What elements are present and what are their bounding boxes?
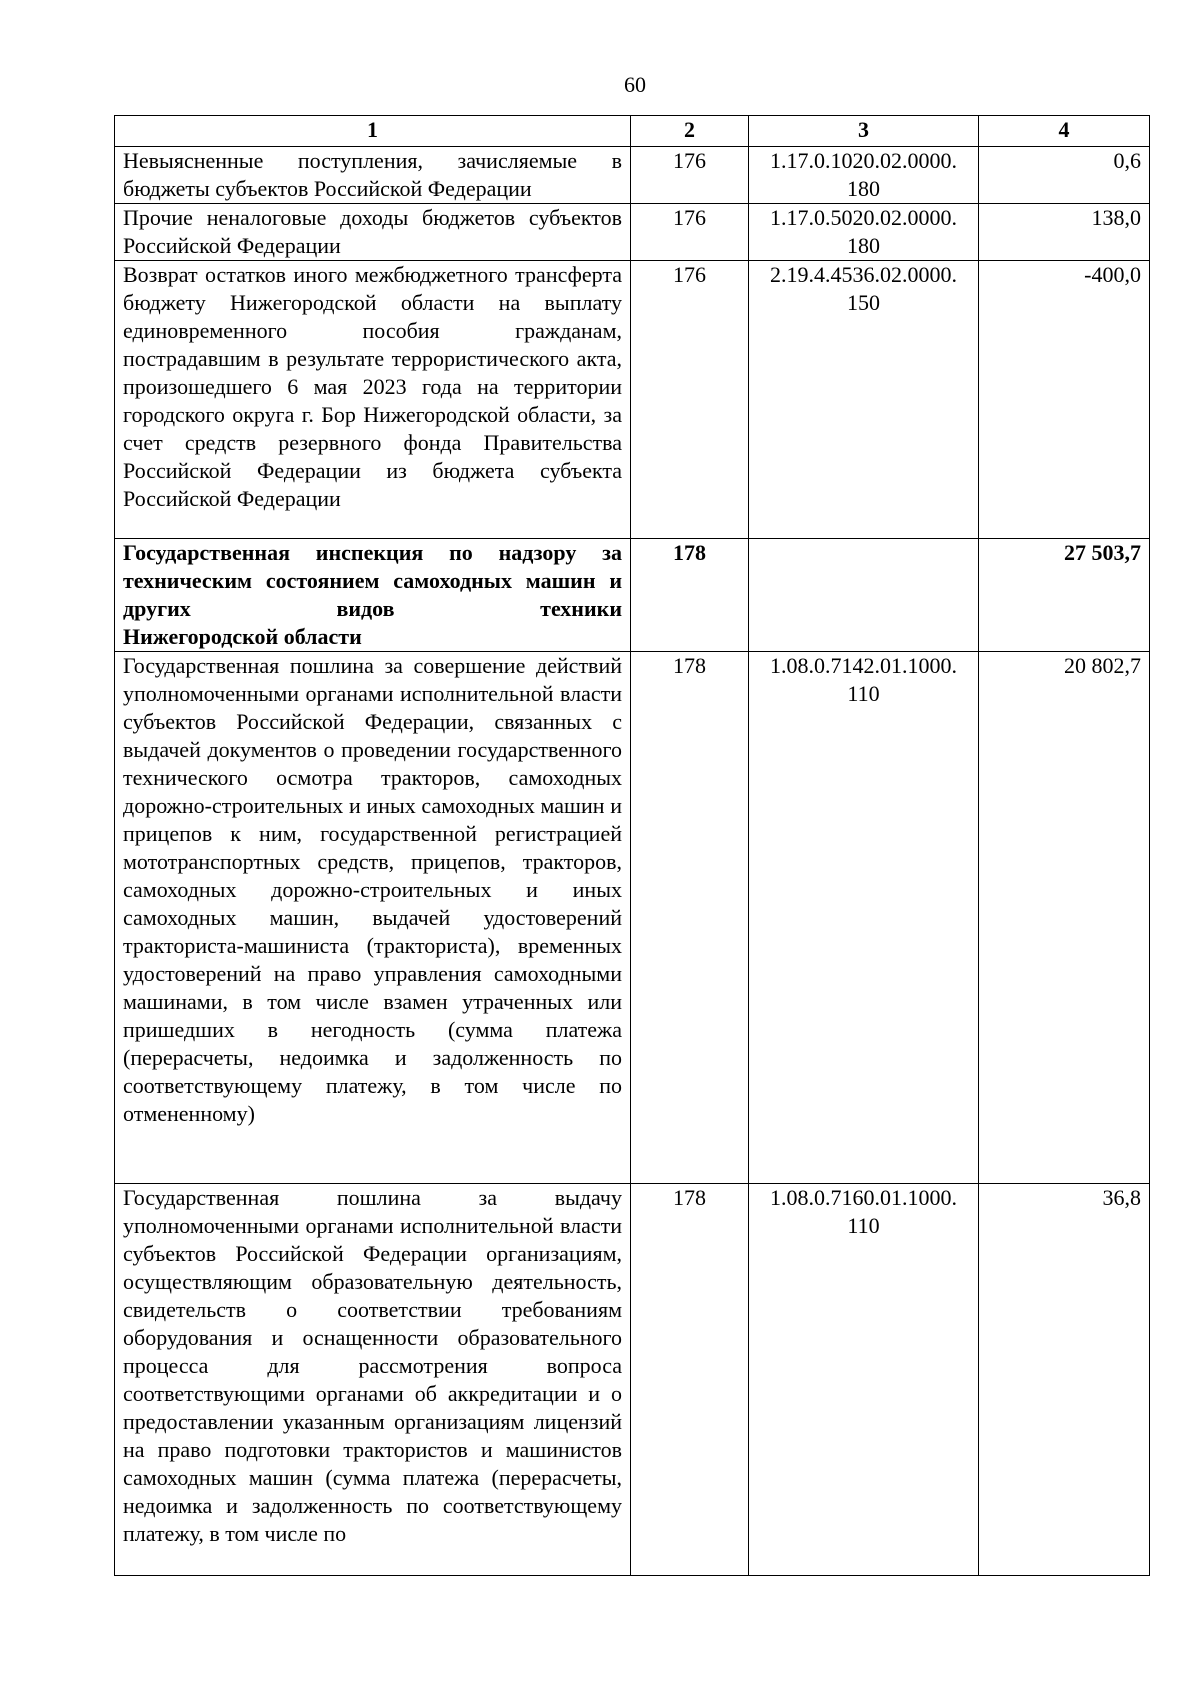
row-budget-code: 1.17.0.5020.02.0000. 180 — [749, 204, 979, 261]
row-admin-code: 178 — [631, 652, 749, 1184]
row-budget-code: 1.08.0.7160.01.1000. 110 — [749, 1184, 979, 1576]
table-row — [115, 1184, 1150, 1576]
row-admin-code: 178 — [631, 539, 749, 652]
row-admin-code: 178 — [631, 1184, 749, 1576]
row-amount: 27 503,7 — [979, 539, 1150, 652]
revenue-table — [114, 115, 1150, 1576]
row-budget-code — [749, 539, 979, 652]
row-admin-code: 176 — [631, 261, 749, 539]
page-number: 60 — [624, 72, 646, 97]
table-row-section-header — [115, 539, 1150, 652]
table-row — [115, 204, 1150, 261]
row-name: Государственная пошлина за выдачу уполномоченными органами исполнительной власти субъектов Российской Федерации организациям, осуществляющим образовательную деятельность, свидетельств о соответствии требованиям оборудования и оснащенности образовательного процесса для рассмотрения вопроса соответствующими органами об аккредитации и о предоставлении указанным организациям лицензий на право подготовки трактористов и машинистов самоходных машин (сумма платежа (перерасчеты, недоимка и задолженность по соответствующему платежу, в том числе по — [115, 1184, 631, 1576]
row-name-text: Государственная инспекция по надзору за техническим состоянием самоходных машин и других видов техники — [123, 540, 622, 621]
table-row — [115, 261, 1150, 539]
row-name: Государственная пошлина за совершение действий уполномоченными органами исполнительной власти субъектов Российской Федерации, связанных с выдачей документов о проведении государственного технического осмотра тракторов, самоходных дорожно-строительных и иных самоходных машин и прицепов к ним, государственной регистрацией мототранспортных средств, прицепов, тракторов, самоходных дорожно-строительных и иных самоходных машин, выдачей удостоверений тракториста-машиниста (тракториста), временных удостоверений на право управления самоходными машинами, в том числе взамен утраченных или пришедших в негодность (сумма платежа (перерасчеты, недоимка и задолженность по соответствующему платежу, в том числе по отмененному) — [115, 652, 631, 1184]
table-row — [115, 652, 1150, 1184]
table-header-row — [115, 116, 1150, 147]
row-admin-code: 176 — [631, 147, 749, 204]
row-budget-code: 2.19.4.4536.02.0000. 150 — [749, 261, 979, 539]
row-name — [115, 539, 631, 652]
row-name: Прочие неналоговые доходы бюджетов субъектов Российской Федерации — [115, 204, 631, 261]
table-row — [115, 147, 1150, 204]
column-header-1: 1 — [115, 116, 631, 147]
row-amount: 0,6 — [979, 147, 1150, 204]
column-header-3: 3 — [749, 116, 979, 147]
column-header-4: 4 — [979, 116, 1150, 147]
row-amount: -400,0 — [979, 261, 1150, 539]
row-budget-code: 1.08.0.7142.01.1000. 110 — [749, 652, 979, 1184]
column-header-2: 2 — [631, 116, 749, 147]
row-name: Возврат остатков иного межбюджетного трансферта бюджету Нижегородской области на выплату единовременного пособия гражданам, пострадавшим в результате террористического акта, произошедшего 6 мая 2023 года на территории городского округа г. Бор Нижегородской области, за счет средств резервного фонда Правительства Российской Федерации из бюджета субъекта Российской Федерации — [115, 261, 631, 539]
row-admin-code: 176 — [631, 204, 749, 261]
row-amount: 20 802,7 — [979, 652, 1150, 1184]
row-amount: 36,8 — [979, 1184, 1150, 1576]
row-name-last-line: Нижегородской области — [123, 624, 362, 649]
row-amount: 138,0 — [979, 204, 1150, 261]
row-name: Невыясненные поступления, зачисляемые в бюджеты субъектов Российской Федерации — [115, 147, 631, 204]
row-budget-code: 1.17.0.1020.02.0000. 180 — [749, 147, 979, 204]
